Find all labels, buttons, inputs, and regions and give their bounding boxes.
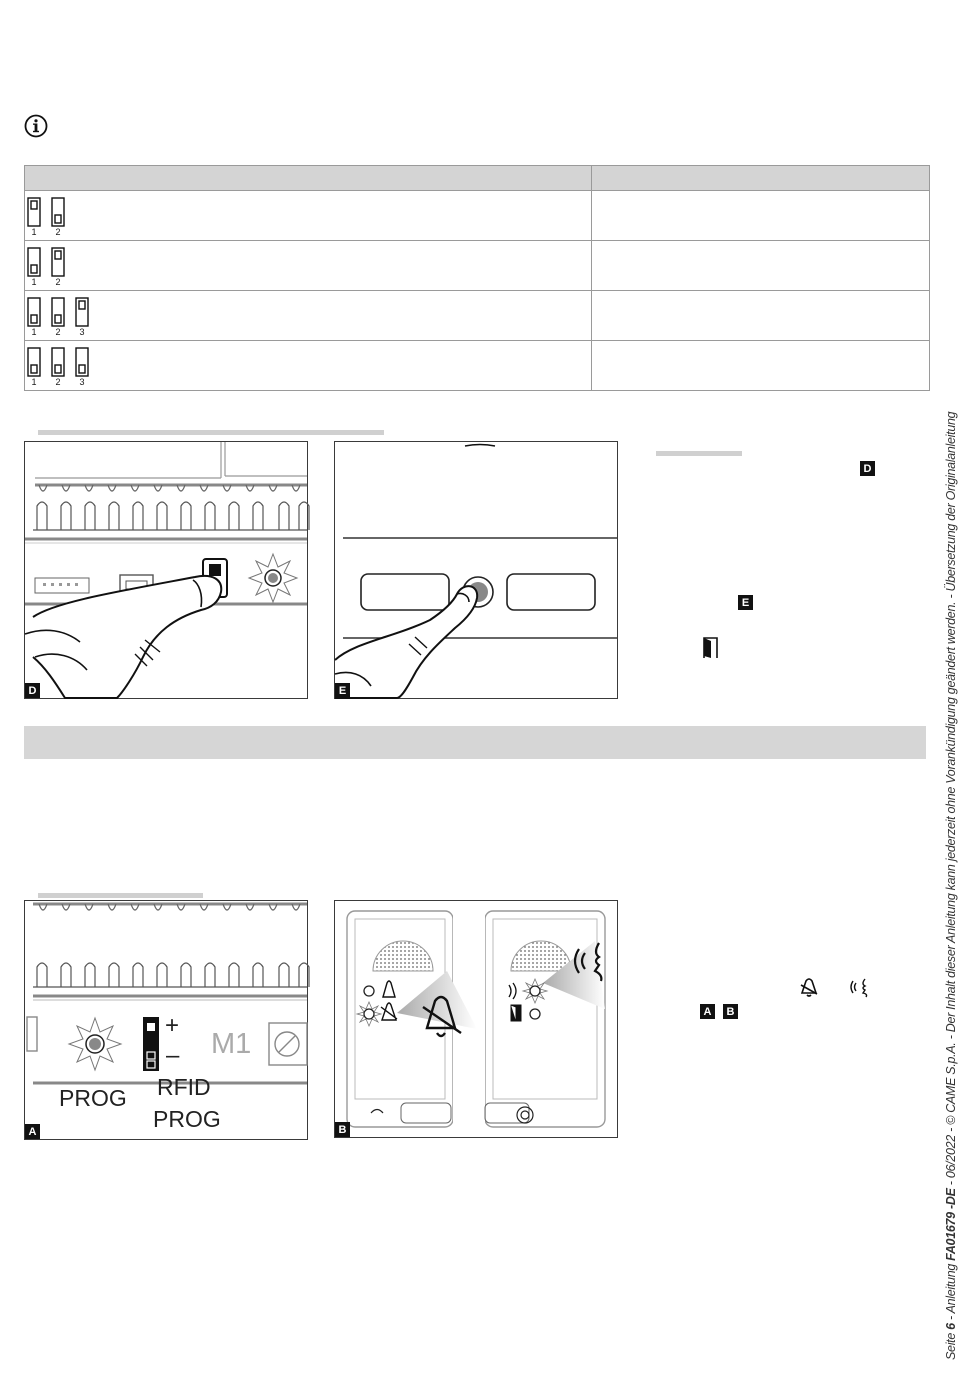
figure-label: D	[25, 683, 40, 698]
dip-switch-up-icon	[51, 247, 65, 277]
dip-switch-group	[25, 295, 591, 337]
table-row	[25, 341, 930, 391]
footer-page-number: 6	[944, 1323, 958, 1330]
terminal-screw	[133, 502, 143, 530]
dip-switch-number: 2	[55, 326, 61, 337]
dip-switch-up-icon	[27, 197, 41, 227]
table-header-row	[25, 166, 930, 191]
dip-switch-number: 2	[55, 276, 61, 287]
figure-b	[334, 900, 618, 1138]
terminal-screw	[157, 963, 167, 987]
dip-cell	[25, 241, 592, 291]
table-header-cell	[592, 166, 930, 191]
description-cell	[592, 341, 930, 391]
terminal-screw	[181, 502, 191, 530]
figure-ref-d: D	[860, 461, 875, 476]
info-icon	[24, 114, 48, 138]
figure-label: B	[335, 1122, 350, 1137]
dip-switch	[51, 197, 65, 237]
dip-cell	[25, 341, 592, 391]
terminal-screw	[181, 963, 191, 987]
footer-rest: - 06/2022 - © CAME S.p.A. - Der Inhalt dieser Anleitung kann jederzeit ohne Vorankündigung geändert werden. - Übersetzung der Originalanleitung	[944, 411, 958, 1189]
door-open-icon	[702, 637, 720, 659]
dip-switch	[51, 347, 65, 387]
figure-ref-e: E	[738, 595, 753, 610]
dip-switch	[27, 347, 41, 387]
dip-switch-group	[25, 345, 591, 387]
table-header-cell	[25, 166, 592, 191]
prog-label: PROG	[59, 1085, 127, 1111]
description-cell	[592, 191, 930, 241]
footer-doc-code: FA01679 -DE	[944, 1188, 958, 1261]
dip-switch	[51, 247, 65, 287]
dip-cell	[25, 191, 592, 241]
terminal-screw	[279, 502, 289, 530]
figure-a	[24, 900, 308, 1140]
dip-switch-down-icon	[51, 197, 65, 227]
figure-e-drawing	[335, 442, 617, 698]
terminal-screw	[253, 502, 263, 530]
terminal-screw	[37, 963, 47, 987]
terminal-screw	[85, 502, 95, 530]
terminal-screw	[133, 963, 143, 987]
dip-switch-up-icon	[75, 297, 89, 327]
dip-switch-group	[25, 195, 591, 237]
description-cell	[592, 241, 930, 291]
dip-switch	[75, 347, 89, 387]
figure-e	[334, 441, 618, 699]
table-row	[25, 241, 930, 291]
terminal-screw	[279, 963, 289, 987]
dip-switch-table	[24, 165, 930, 391]
figure-label: A	[25, 1124, 40, 1139]
dip-switch-down-icon	[51, 347, 65, 377]
table-row	[25, 291, 930, 341]
dip-switch-down-icon	[51, 297, 65, 327]
dip-switch	[27, 297, 41, 337]
subheading-bar	[38, 893, 203, 898]
footer-prefix: Seite	[944, 1329, 958, 1360]
dip-switch-number: 1	[31, 326, 37, 337]
terminal-screw	[205, 502, 215, 530]
terminal-screw	[61, 502, 71, 530]
subheading-bar	[38, 430, 384, 435]
dip-switch-number: 1	[31, 226, 37, 237]
section-heading-band	[24, 726, 926, 759]
dip-switch-down-icon	[27, 347, 41, 377]
terminal-screw	[157, 502, 167, 530]
rfid-label: RFID	[157, 1074, 211, 1100]
dip-switch-number: 2	[55, 226, 61, 237]
rfid-minus-label: –	[166, 1042, 180, 1069]
footer-vertical	[944, 412, 958, 1360]
dip-switch-number: 3	[79, 376, 85, 387]
dip-switch-down-icon	[27, 247, 41, 277]
figure-ref-a: A	[700, 1004, 715, 1019]
dip-switch-number: 3	[79, 326, 85, 337]
figure-a-drawing	[25, 901, 307, 1139]
figure-d	[24, 441, 308, 699]
dip-switch-down-icon	[27, 297, 41, 327]
terminal-screw	[85, 963, 95, 987]
dip-switch	[75, 297, 89, 337]
dip-switch	[27, 197, 41, 237]
footer-middle: - Anleitung	[944, 1260, 958, 1324]
figure-ref-b: B	[723, 1004, 738, 1019]
terminal-screw	[109, 963, 119, 987]
dip-switch-number: 1	[31, 276, 37, 287]
terminal-screw	[299, 502, 309, 530]
description-cell	[592, 291, 930, 341]
terminal-screw	[109, 502, 119, 530]
subheading-bar	[656, 451, 742, 456]
dip-switch	[27, 247, 41, 287]
terminal-screw	[37, 502, 47, 530]
bell-off-icon	[799, 977, 819, 997]
figure-d-drawing	[25, 442, 307, 698]
dip-cell	[25, 291, 592, 341]
m1-label: M1	[211, 1028, 252, 1060]
figure-b-drawing	[335, 901, 617, 1137]
dip-switch-down-icon	[75, 347, 89, 377]
dip-switch-number: 1	[31, 376, 37, 387]
dip-switch-group	[25, 245, 591, 287]
terminal-screw	[299, 963, 309, 987]
terminal-screw	[205, 963, 215, 987]
rfid-prog-label: PROG	[153, 1106, 221, 1132]
rfid-plus-label: +	[165, 1012, 180, 1039]
figure-label: E	[335, 683, 350, 698]
terminal-screw	[229, 502, 239, 530]
dip-switch	[51, 297, 65, 337]
table-row	[25, 191, 930, 241]
dip-switch-number: 2	[55, 376, 61, 387]
speaking-icon	[851, 977, 873, 997]
terminal-screw	[229, 963, 239, 987]
terminal-screw	[253, 963, 263, 987]
terminal-screw	[61, 963, 71, 987]
